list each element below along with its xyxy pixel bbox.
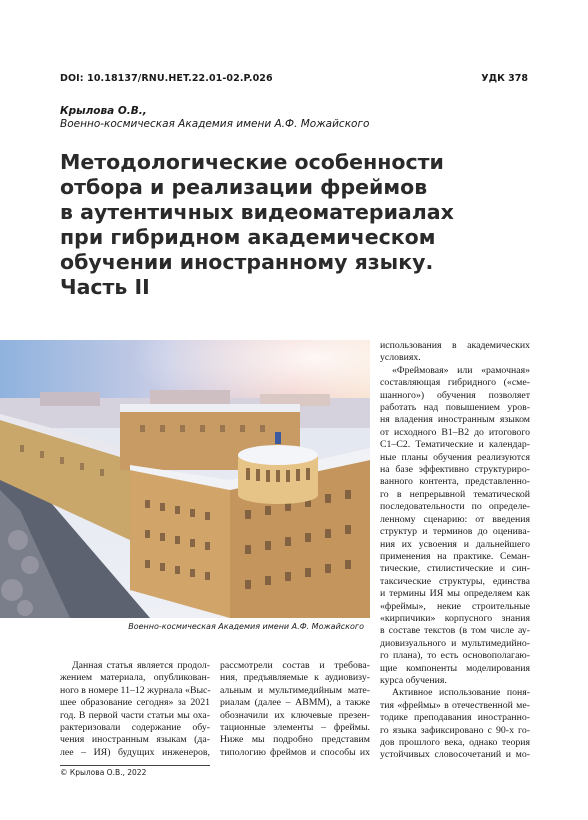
text-line: в составе текстов (в том числе ау- — [380, 625, 530, 637]
text-line: ния, предъявляемые к аудиовизу- — [220, 672, 370, 684]
copyright-note: © Крылова О.В., 2022 — [60, 768, 147, 777]
body-column-3 — [380, 340, 530, 762]
text-line: Активное использование поня- — [392, 687, 530, 699]
title-line: Методологические особенности — [60, 150, 444, 174]
text-line: чения иностранным языкам (да- — [60, 734, 210, 746]
text-line: жением материала, опубликован- — [60, 672, 210, 684]
text-line: ленному сценарию: от введения — [380, 513, 530, 525]
text-line: от исходного В1–В2 до итогового — [380, 426, 530, 438]
title-line: в аутентичных видеоматериалах — [60, 200, 454, 224]
author-affiliation: Военно-космическая Академия имени А.Ф. Можайского — [60, 118, 370, 130]
body-column-1 — [60, 660, 210, 759]
text-line: работать над повышением уров- — [380, 402, 530, 414]
text-line: дов прошлого века, однако теория — [380, 737, 530, 748]
text-line: структур и терминов до оценива- — [380, 526, 530, 538]
title-line: Часть II — [60, 275, 150, 299]
text-line: ные планы обучения реализуются — [380, 451, 530, 463]
text-line: составляющая гибридного («сме- — [380, 377, 530, 389]
photo-caption: Военно-космическая Академия имени А.Ф. Можайского — [128, 622, 364, 631]
text-line: рактеризовали содержание обу- — [60, 722, 210, 734]
text-line: шанного») обучения позволяет — [380, 389, 530, 401]
text-line: альным и мультимедийным мате- — [220, 684, 370, 696]
text-line: и термины ИЯ мы определяем как — [380, 588, 530, 600]
text-line: «кирпичики» корпусного знания — [380, 612, 530, 624]
text-line: С1–С2. Тематические и календар- — [380, 439, 530, 451]
text-line: го плана), то есть основополагаю- — [380, 650, 530, 662]
title-line: отбора и реализации фреймов — [60, 175, 428, 199]
text-line: последовательности по определе- — [380, 501, 530, 513]
body-column-2 — [220, 660, 370, 759]
academy-aerial-photo — [0, 340, 370, 618]
text-line: применения на практике. Семан- — [380, 550, 530, 562]
text-line: щие компоненты моделирования — [380, 662, 530, 674]
text-line: использования в академических — [380, 340, 530, 351]
text-line: Данная статья является продол- — [72, 660, 210, 671]
text-line: риалам (далее – АВММ), а также — [220, 697, 370, 709]
udk-code: УДК 378 — [481, 73, 528, 84]
text-line: ния их усвоения и дальнейшего — [380, 538, 530, 550]
text-line: «Фреймовая» или «рамочная» — [392, 364, 530, 376]
text-line: тационные элементы – фреймы. — [220, 722, 370, 734]
footnote-rule — [60, 765, 210, 766]
text-line: ня владения иностранным языком — [380, 414, 530, 426]
text-line: курса обучения. — [380, 674, 447, 686]
title-line: при гибридном академическом — [60, 225, 436, 249]
text-line: год. В первой части статьи мы оха- — [60, 709, 210, 721]
text-line: тодике преподавания иностранно- — [380, 712, 530, 724]
text-line: го в непрерывной тематической — [380, 488, 530, 500]
text-line: на базе эффективно структуриро- — [380, 464, 530, 476]
text-line: ванного контента, представленно- — [380, 476, 530, 488]
text-line: шее образование сегодня» за 2021 — [60, 697, 210, 709]
text-line: типологию фреймов и способы их — [220, 746, 370, 758]
doi-text: DOI: 10.18137/RNU.HET.22.01-02.P.026 — [60, 73, 273, 84]
text-line: «фреймы», некие строительные — [380, 600, 530, 612]
text-line: условиях. — [380, 352, 421, 364]
text-line: диовизуального и мультимедийно- — [380, 637, 530, 649]
text-line: таксические структуры, единства — [380, 575, 530, 587]
text-line: го языка зафиксировано с 90-х го- — [380, 724, 530, 736]
text-line: тия «фреймы» в отечественной ме- — [380, 699, 530, 711]
title-line: обучении иностранному языку. — [60, 250, 434, 274]
text-line: обозначили их ключевые презен- — [220, 709, 370, 721]
text-line: лее – ИЯ) будущих инженеров, — [60, 746, 210, 758]
text-line: рассмотрели состав и требова- — [220, 660, 370, 671]
text-line: тические, стилистические и син- — [380, 563, 530, 575]
text-line: Ниже мы подробно представим — [220, 734, 370, 746]
text-line: ного в номере 11–12 журнала «Выс- — [60, 684, 211, 696]
article-title — [60, 150, 460, 300]
author-name: Крылова О.В., — [60, 105, 147, 117]
text-line: устойчивых словосочетаний и мо- — [380, 749, 530, 761]
